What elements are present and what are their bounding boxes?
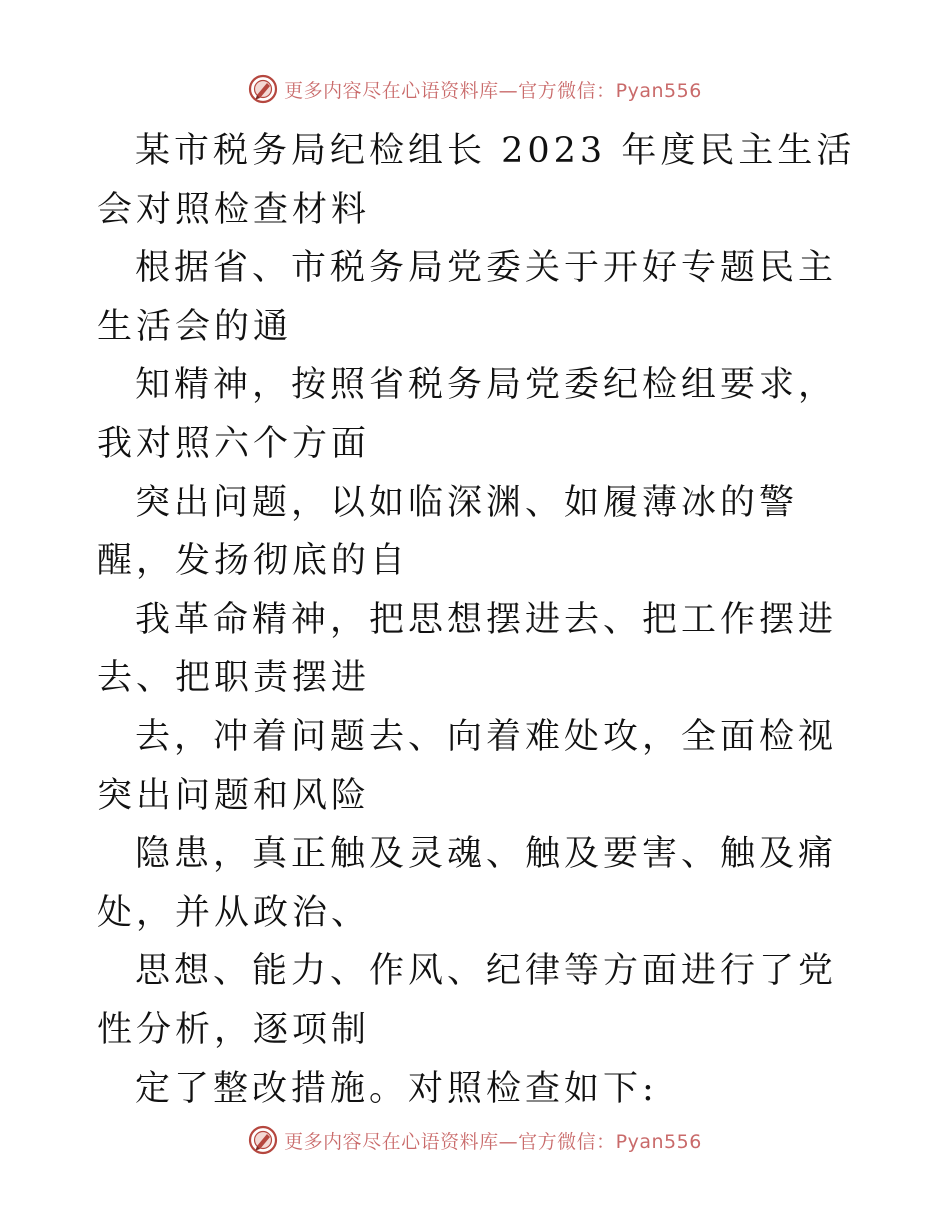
- paragraph-line: 定了整改措施。对照检查如下:: [135, 1068, 658, 1109]
- paragraph-line: 隐患，真正触及灵魂、触及要害、触及痛处，并从政治、: [97, 834, 838, 933]
- watermark-footer: [0, 1122, 950, 1158]
- paragraph-line: 根据省、市税务局党委关于开好专题民主生活会的通: [97, 248, 838, 347]
- pen-logo-icon: [248, 1125, 278, 1155]
- document-title: 某市税务局纪检组长 2023 年度民主生活会对照检查材料: [97, 131, 856, 230]
- watermark-header: [0, 71, 950, 107]
- paragraph-line: 知精神，按照省税务局党委纪检组要求，我对照六个方面: [97, 365, 838, 464]
- pen-logo-icon: [248, 74, 278, 104]
- watermark-text: 更多内容尽在心语资料库—官方微信：Pyan556: [284, 1130, 702, 1153]
- paragraph-line: 突出问题，以如临深渊、如履薄冰的警醒，发扬彻底的自: [97, 482, 799, 582]
- paragraph-line: 思想、能力、作风、纪律等方面进行了党性分析，逐项制: [97, 951, 838, 1050]
- document-body: [97, 122, 857, 1118]
- watermark-text: 更多内容尽在心语资料库—官方微信：Pyan556: [284, 79, 702, 102]
- paragraph-line: 我革命精神，把思想摆进去、把工作摆进去、把职责摆进: [97, 599, 838, 699]
- paragraph-line: 去，冲着问题去、向着难处攻，全面检视突出问题和风险: [97, 716, 838, 816]
